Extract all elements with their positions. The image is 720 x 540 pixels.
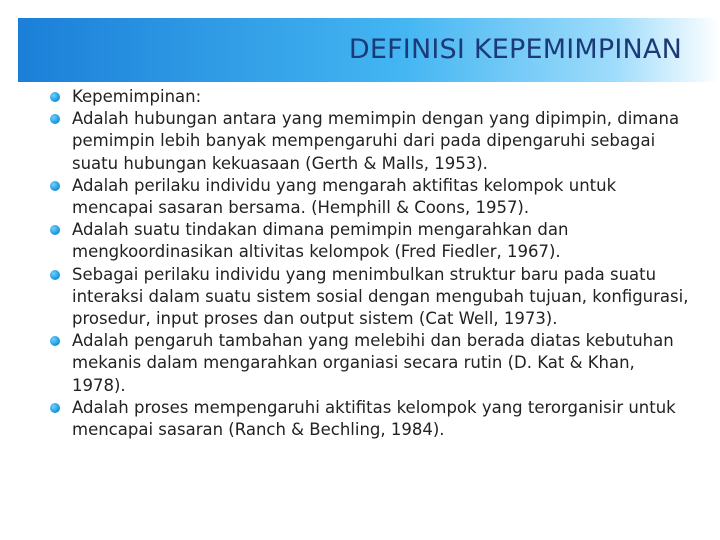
list-item-text: Adalah hubungan antara yang memimpin dengan yang dipimpin, dimana pemimpin lebih banyak mempengaruhi dari pada dipengaruhi sebagai suatu hubungan kekuasaan (Gerth & Malls, 1953). xyxy=(72,109,680,173)
slide-title: DEFINISI KEPEMIMPINAN xyxy=(348,34,682,65)
bullet-dot-icon xyxy=(50,336,60,346)
list-item xyxy=(50,86,690,108)
list-item xyxy=(50,108,690,175)
list-item xyxy=(50,330,690,397)
bullet-dot-icon xyxy=(50,225,60,235)
bullet-dot-icon xyxy=(50,92,60,102)
bullet-dot-icon xyxy=(50,114,60,124)
bullet-dot-icon xyxy=(50,403,60,413)
list-item xyxy=(50,397,690,441)
list-item-text: Adalah suatu tindakan dimana pemimpin mengarahkan dan mengkoordinasikan altivitas kelompok (Fred Fiedler, 1967). xyxy=(72,220,569,262)
list-item-text: Sebagai perilaku individu yang menimbulkan struktur baru pada suatu interaksi dalam suatu sistem sosial dengan mengubah tujuan, konfigurasi, prosedur, input proses dan output sistem (Cat Well, 1973). xyxy=(72,264,689,329)
bullet-dot-icon xyxy=(50,270,60,280)
bullet-dot-icon xyxy=(50,181,60,191)
bullet-list xyxy=(50,86,690,441)
list-item xyxy=(50,219,690,263)
list-item-text: Adalah pengaruh tambahan yang melebihi dan berada diatas kebutuhan mekanis dalam mengarahkan organiasi secara rutin (D. Kat & Khan, 1978). xyxy=(72,331,674,395)
list-item xyxy=(50,264,690,331)
list-item-text: Adalah proses mempengaruhi aktifitas kelompok yang terorganisir untuk mencapai sasaran (Ranch & Bechling, 1984). xyxy=(72,397,676,440)
list-item-text: Adalah perilaku individu yang mengarah aktifitas kelompok untuk mencapai sasaran bersama. (Hemphill & Coons, 1957). xyxy=(72,175,617,218)
list-item-text: Kepemimpinan: xyxy=(72,87,202,106)
list-item xyxy=(50,175,690,219)
